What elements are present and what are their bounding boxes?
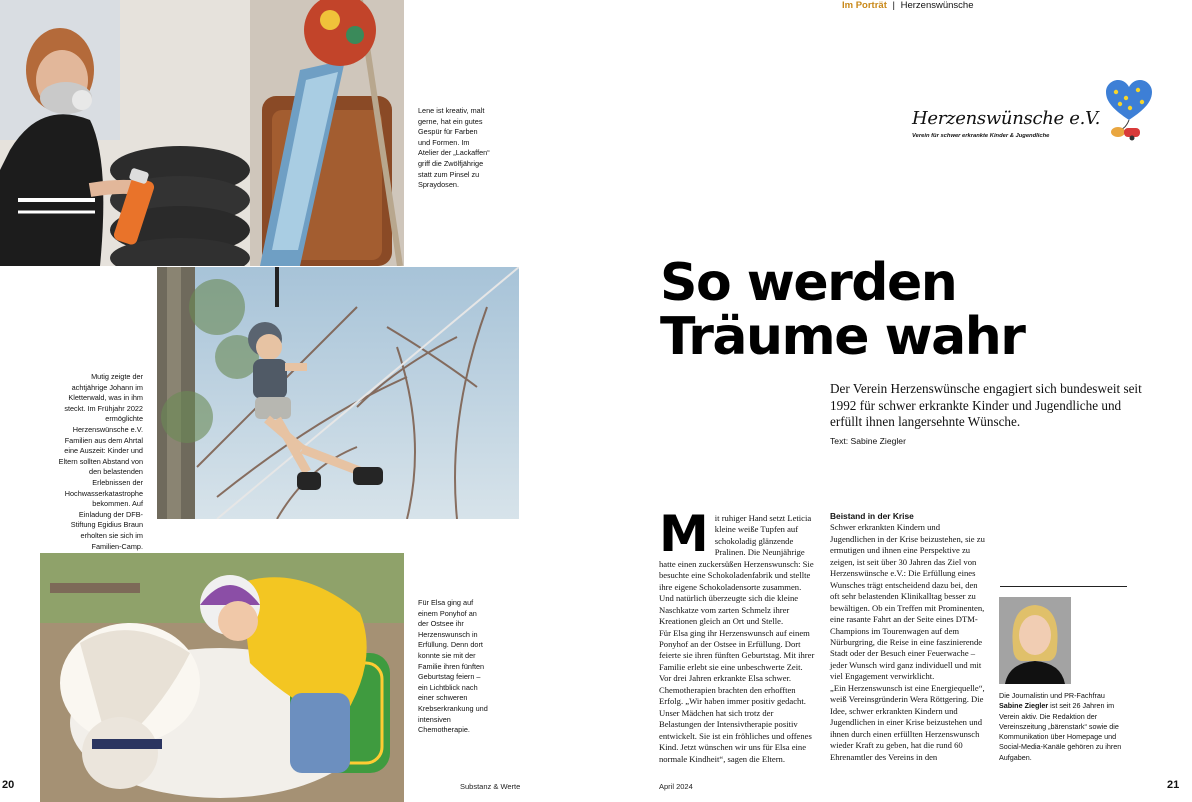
- caption-lene: Lene ist kreativ, malt gerne, hat ein gutes Gespür für Farben und Formen. Im Atelier der „Lackaffen“ griff die Zwölfjährige statt zum Pinsel zu Spraydosen.: [418, 106, 490, 190]
- article-paragraph-elsa: Für Elsa ging ihr Herzenswunsch auf einem Ponyhof an der Ostsee in Erfüllung. Dort feierte sie ihren fünften Geburtstag. Mit ihrer Familie erlebt sie eine unbeschwerte Zeit. Vor drei Jahren erkrankte Elsa schwer. Chemotherapien brachten den erhofften Erfolg. „Wir haben immer positiv gedacht. Unser Mädchen hat sich trotz der Belastungen der Intensivtherapie positiv entwickelt. Sie ist ein fröhliches und offenes Kind. Jetzt wünschen wir uns für Elsa eine normale Kindheit“, sagen die Eltern.: [659, 627, 815, 764]
- article-headline: [660, 253, 1025, 367]
- photo-elsa-illustration: [40, 553, 404, 802]
- photo-elsa-pony: [40, 553, 404, 802]
- article-column-1: [659, 505, 815, 765]
- article-column-2: [830, 511, 986, 763]
- article-byline: Text: Sabine Ziegler: [830, 436, 906, 446]
- photo-lene-spraying: [0, 0, 404, 266]
- headline-line-1: So werden: [660, 253, 957, 313]
- section-separator: |: [892, 0, 895, 11]
- caption-elsa: Für Elsa ging auf einem Ponyhof an der Ostsee ihr Herzenswunsch in Erfüllung. Denn dort konnte sie mit der Familie ihren fünften Geburtstag feiern – ein Lichtblick nach einer schweren Krebserkrankung und intensiven Chemotherapie.: [418, 598, 488, 735]
- footer-date: April 2024: [659, 782, 693, 791]
- logo-tagline: Verein für schwer erkrankte Kinder & Jugendliche: [912, 133, 1050, 139]
- headline-line-2: Träume wahr: [660, 307, 1025, 367]
- author-bio-text: ist seit 26 Jahren im Verein aktiv. Die Redaktion der Vereinszeitung „bärenstark“ sowie die Kommunikation über Homepage und Social-Media-Kanäle gehören zu ihren Aufgaben.: [999, 701, 1122, 762]
- photo-johann-climbing: [157, 267, 519, 519]
- article-paragraph-energiequelle: „Ein Herzenswunsch ist eine Energiequelle“, weiß Vereinsgründerin Wera Röttgering. Die Idee, schwer erkrankten Kindern und Jugendlichen in einer Krise beizustehen und ihnen durch einen erfüllten Herzenswunsch wieder Kraft zu geben, hat die rund 60 Ehrenamtler des Vereins in den: [830, 682, 985, 762]
- page-number-right: 21: [1167, 779, 1180, 791]
- drop-cap: M: [659, 505, 709, 563]
- heart-balloon-icon: [1106, 80, 1152, 142]
- caption-johann: Mutig zeigte der achtjährige Johann im Kletterwald, was in ihm steckt. Im Frühjahr 2022 ermöglichte Herzenswünsche e.V. Familien aus dem Ahrtal eine Auszeit: Kinder und Eltern sollten Abstand von den belastenden Erlebnissen der Hochwasserkatastrophe bekommen. Auf Einladung der DFB-Stiftung Egidius Braun erholten sie sich im Familien-Camp.: [58, 372, 143, 551]
- photo-lene-illustration: [0, 0, 404, 266]
- photo-johann-illustration: [157, 267, 519, 519]
- logo-wordmark: Herzenswünsche e.V.: [912, 108, 1101, 129]
- author-box-divider: [1000, 586, 1127, 587]
- author-name: Sabine Ziegler: [999, 701, 1049, 711]
- section-header: [842, 0, 974, 12]
- page-number-left: 20: [2, 779, 15, 791]
- section-topic: Herzenswünsche: [900, 0, 974, 11]
- herzenswuensche-logo: [910, 80, 1155, 150]
- section-label: Im Porträt: [842, 0, 887, 11]
- article-intro-paragraph: it ruhiger Hand setzt Leticia kleine weiße Tupfen auf schokoladig glänzende Pralinen. Die Neunjährige hatte einen zuckersüßen Herzenswunsch: Sie besuchte eine Schokoladenfabrik und stellte ihre eigene Schokoladensorte zusammen. Und natürlich überzeugte sich die kleine Naschkatze vom zarten Schmelz ihrer Kreationen gleich an Ort und Stelle.: [659, 513, 814, 627]
- author-portrait: [999, 597, 1071, 684]
- section-heading-beistand: Beistand in der Krise: [830, 511, 914, 521]
- footer-magazine-name: Substanz & Werte: [460, 782, 521, 791]
- article-paragraph-beistand: Schwer erkrankten Kindern und Jugendlichen in der Krise beizustehen, sie zu ermutigen und ihnen eine Perspektive zu zeigen, ist seit über 30 Jahren das Ziel von Herzenswünsche e.V.: Die Erfüllung eines Wunsches trägt entscheidend dazu bei, den oft sehr belastenden Klinikalltag besser zu bewältigen. Ob ein Treffen mit Prominenten, eine rasante Fahrt an der Seite eines DTM-Champions im Tourenwagen auf dem Nürburgring, die Reise in eine faszinierende Stadt oder der Besuch einer Feuerwache – jeder Wunsch wird ganz individuell und mit viel Engagement verwirklicht.: [830, 522, 985, 682]
- author-bio: [999, 691, 1127, 763]
- author-bio-intro: Die Journalistin und PR-Fachfrau: [999, 691, 1105, 700]
- author-portrait-illustration: [999, 597, 1071, 684]
- article-lead: Der Verein Herzenswünsche engagiert sich bundesweit seit 1992 für schwer erkrankte Kinder und Jugendliche und erfüllt ihnen langersehnte Wünsche.: [830, 381, 1142, 430]
